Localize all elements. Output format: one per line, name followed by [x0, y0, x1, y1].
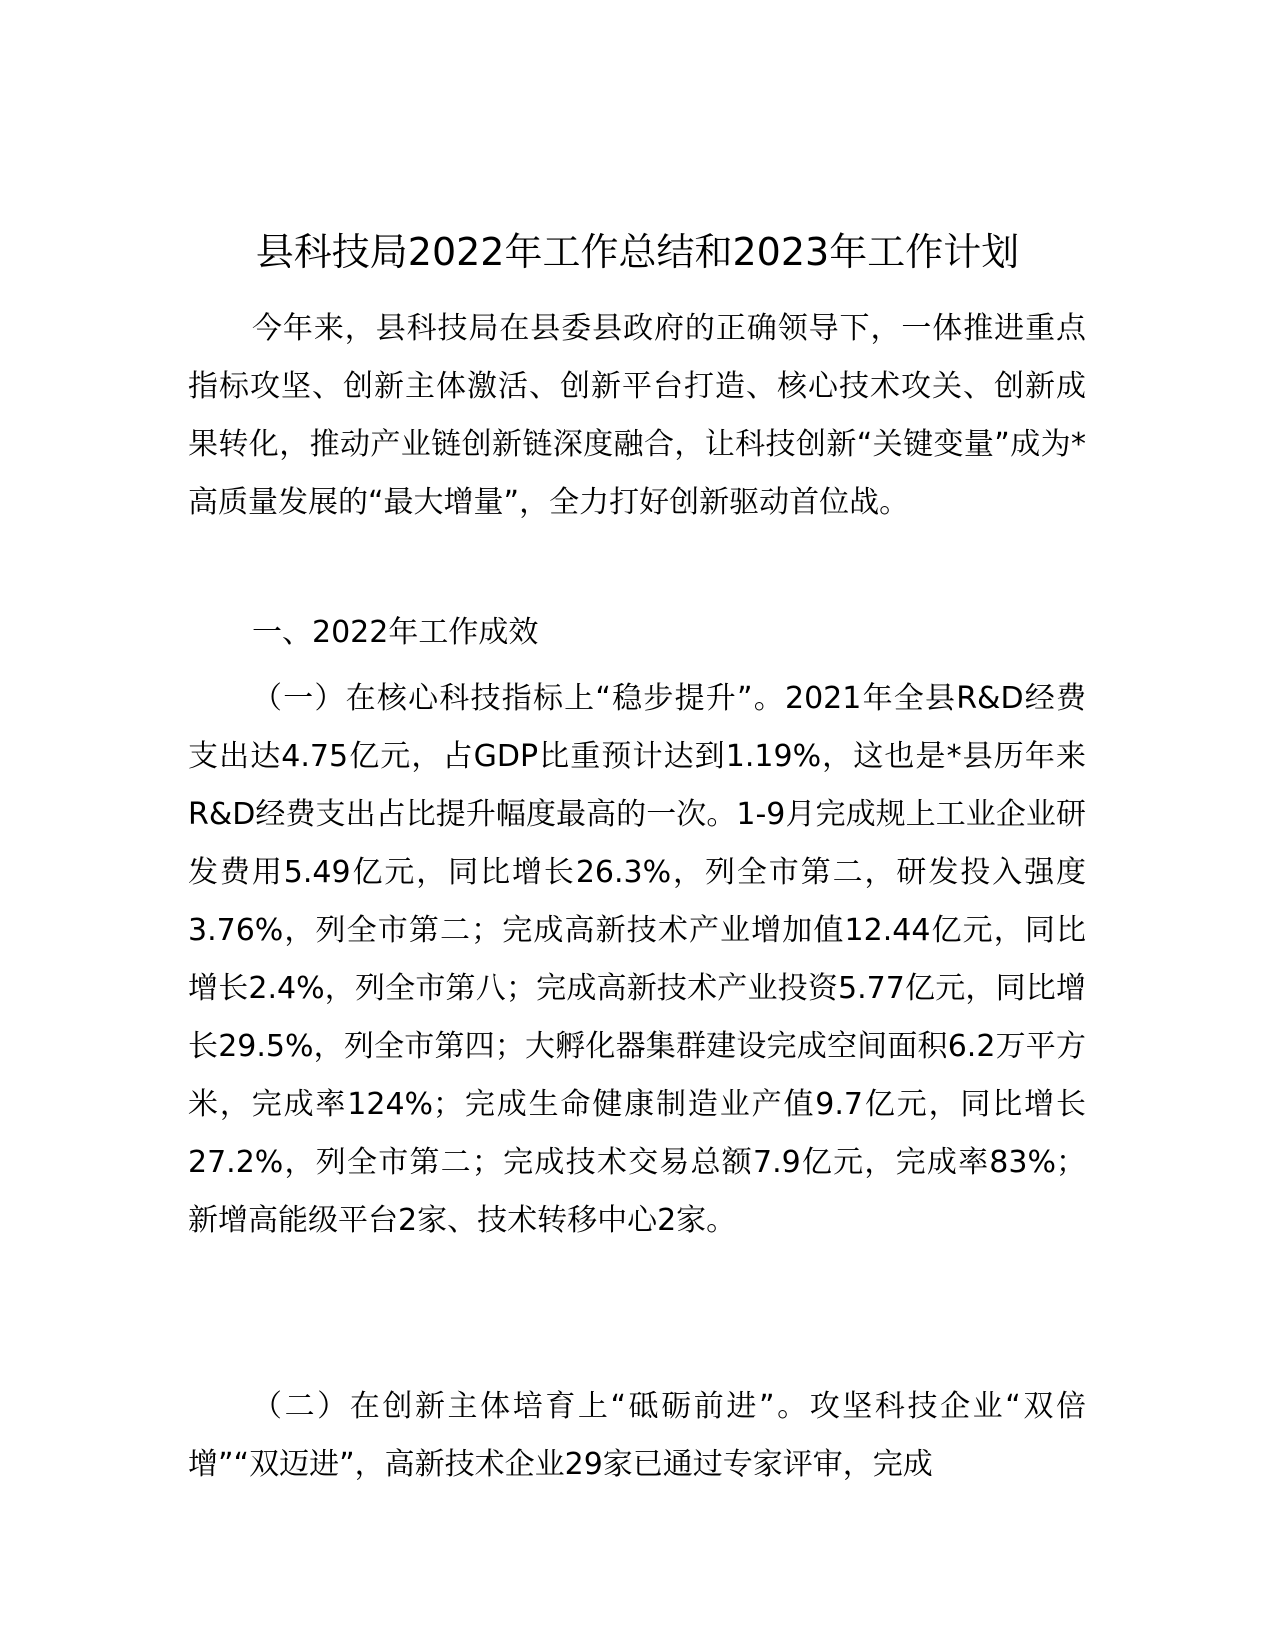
section-heading: 一、2022年工作成效	[252, 615, 539, 650]
document-title: 县科技局2022年工作总结和2023年工作计划	[255, 230, 1020, 274]
paragraph-innovation-entities: （二）在创新主体培育上“砥砺前进”。攻坚科技企业“双倍增”“双迈进”，高新技术企业29家已通过专家评审，完成	[188, 1389, 1086, 1482]
paragraph-core-indicators: （一）在核心科技指标上“稳步提升”。2021年全县R&D经费支出达4.75亿元，占GDP比重预计达到1.19%，这也是*县历年来R&D经费支出占比提升幅度最高的一次。1-9月完成规上工业企业研发费用5.49亿元，同比增长26.3%，列全市第二，研发投入强度3.76%，列全市第二；完成高新技术产业增加值12.44亿元，同比增长2.4%，列全市第八；完成高新技术产业投资5.77亿元，同比增长29.5%，列全市第四；大孵化器集群建设完成空间面积6.2万平方米，完成率124%；完成生命健康制造业产值9.7亿元，同比增长27.2%，列全市第二；完成技术交易总额7.9亿元，完成率83%；新增高能级平台2家、技术转移中心2家。	[188, 681, 1086, 1238]
intro-paragraph: 今年来，县科技局在县委县政府的正确领导下，一体推进重点指标攻坚、创新主体激活、创新平台打造、核心技术攻关、创新成果转化，推动产业链创新链深度融合，让科技创新“关键变量”成为*高质量发展的“最大增量”，全力打好创新驱动首位战。	[188, 311, 1086, 520]
